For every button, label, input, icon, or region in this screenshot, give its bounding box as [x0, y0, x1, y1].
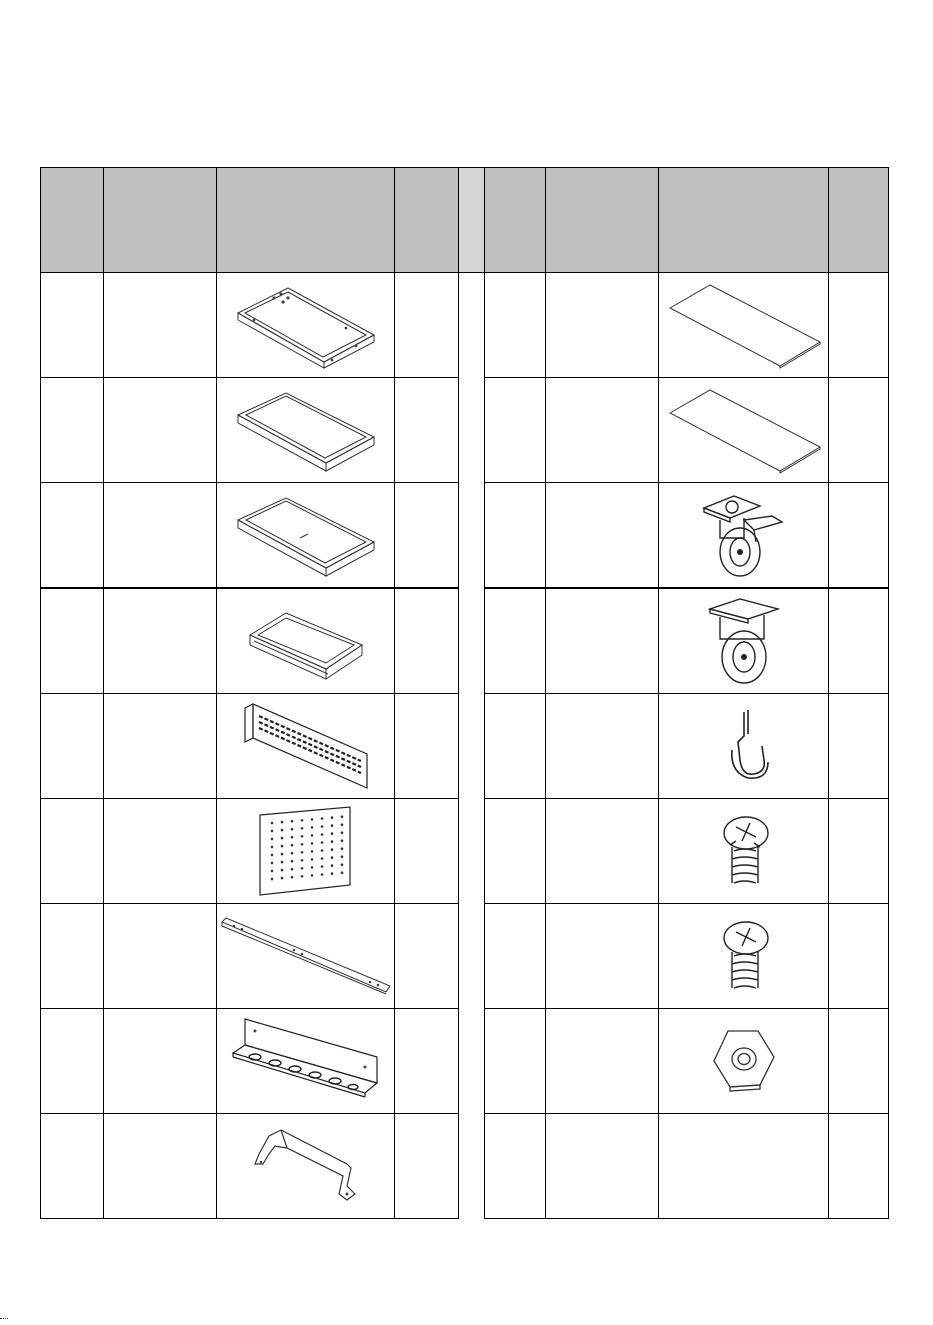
part-name	[546, 1114, 659, 1219]
part-name	[546, 273, 659, 378]
header-cell-no-right	[485, 168, 546, 273]
part-qty	[829, 483, 889, 589]
column-gap	[459, 273, 485, 378]
part-image	[659, 1114, 829, 1219]
part-name	[546, 588, 659, 694]
part-image	[217, 799, 395, 904]
part-qty	[829, 904, 889, 1009]
part-no	[485, 483, 546, 589]
part-image	[217, 588, 395, 694]
part-name	[546, 378, 659, 483]
part-name	[104, 1009, 217, 1114]
part-image	[217, 1114, 395, 1219]
flat-sheet-icon	[664, 385, 824, 475]
column-gap	[459, 694, 485, 799]
part-image	[659, 273, 829, 378]
table-row	[41, 273, 889, 378]
part-name	[104, 483, 217, 589]
part-qty	[829, 1114, 889, 1219]
part-image	[217, 694, 395, 799]
part-name	[546, 904, 659, 1009]
part-name	[546, 694, 659, 799]
part-no	[485, 1009, 546, 1114]
part-no	[41, 694, 104, 799]
part-qty	[395, 588, 459, 694]
bolt-icon	[714, 916, 774, 996]
angle-bracket-with-holes-icon	[231, 1017, 381, 1105]
part-image	[659, 588, 829, 694]
header-cell-name	[104, 168, 217, 273]
part-no	[41, 1009, 104, 1114]
part-no	[485, 378, 546, 483]
header-cell-qty-right	[829, 168, 889, 273]
part-qty	[829, 799, 889, 904]
part-image	[217, 1009, 395, 1114]
part-name	[104, 799, 217, 904]
part-no	[41, 904, 104, 1009]
part-image	[659, 378, 829, 483]
part-no	[41, 588, 104, 694]
fixed-caster-icon	[704, 595, 784, 687]
part-qty	[829, 694, 889, 799]
table-row	[41, 378, 889, 483]
header-row	[41, 168, 889, 273]
flat-sheet-icon	[664, 280, 824, 370]
frame-tray-icon	[236, 385, 376, 475]
part-qty	[829, 273, 889, 378]
part-no	[41, 273, 104, 378]
part-name	[546, 483, 659, 589]
part-image	[659, 799, 829, 904]
part-image	[217, 273, 395, 378]
part-name	[104, 588, 217, 694]
part-qty	[829, 378, 889, 483]
table-row	[41, 1009, 889, 1114]
part-no	[485, 799, 546, 904]
header-cell-name-right	[546, 168, 659, 273]
parts-table	[40, 167, 889, 1219]
table-row	[41, 904, 889, 1009]
header-cell-qty	[395, 168, 459, 273]
table-row	[41, 1114, 889, 1219]
swivel-caster-with-brake-icon	[694, 490, 794, 580]
j-hook-icon	[714, 706, 774, 786]
column-gap	[459, 799, 485, 904]
part-name	[104, 1114, 217, 1219]
part-no	[41, 1114, 104, 1219]
part-image	[659, 904, 829, 1009]
column-gap	[459, 1009, 485, 1114]
part-no	[485, 273, 546, 378]
column-gap	[459, 588, 485, 694]
frame-tray-slot-icon	[236, 490, 376, 580]
part-image	[217, 904, 395, 1009]
part-image	[659, 1009, 829, 1114]
part-qty	[395, 483, 459, 589]
column-gap	[459, 378, 485, 483]
part-no	[485, 1114, 546, 1219]
part-name	[546, 1009, 659, 1114]
part-name	[104, 904, 217, 1009]
part-name	[546, 799, 659, 904]
part-no	[485, 588, 546, 694]
part-image	[217, 378, 395, 483]
part-qty	[395, 273, 459, 378]
part-image	[217, 483, 395, 589]
header-gap	[459, 168, 485, 273]
part-name	[104, 273, 217, 378]
table-row	[41, 588, 889, 694]
column-gap	[459, 904, 485, 1009]
header-cell-image	[217, 168, 395, 273]
part-qty	[395, 378, 459, 483]
part-qty	[395, 694, 459, 799]
part-qty	[395, 1009, 459, 1114]
part-no	[41, 799, 104, 904]
bolt-icon	[714, 811, 774, 891]
part-no	[41, 378, 104, 483]
part-name	[104, 694, 217, 799]
part-image	[659, 483, 829, 589]
header-cell-image-right	[659, 168, 829, 273]
drawer-icon	[246, 601, 366, 681]
pegboard-icon	[256, 805, 356, 897]
table-row	[41, 483, 889, 589]
part-no	[41, 483, 104, 589]
frame-with-holes-icon	[236, 280, 376, 370]
part-no	[485, 694, 546, 799]
table-row	[41, 799, 889, 904]
part-qty	[395, 799, 459, 904]
column-gap	[459, 483, 485, 589]
table-row	[41, 694, 889, 799]
part-qty	[395, 904, 459, 1009]
part-no	[485, 904, 546, 1009]
part-qty	[395, 1114, 459, 1219]
part-qty	[829, 588, 889, 694]
hex-nut-icon	[708, 1025, 780, 1097]
slotted-panel-icon	[241, 700, 371, 792]
part-name	[104, 378, 217, 483]
part-qty	[829, 1009, 889, 1114]
handle-bracket-icon	[251, 1124, 361, 1208]
header-cell-no	[41, 168, 104, 273]
flat-bar-icon	[220, 916, 392, 996]
part-image	[659, 694, 829, 799]
column-gap	[459, 1114, 485, 1219]
